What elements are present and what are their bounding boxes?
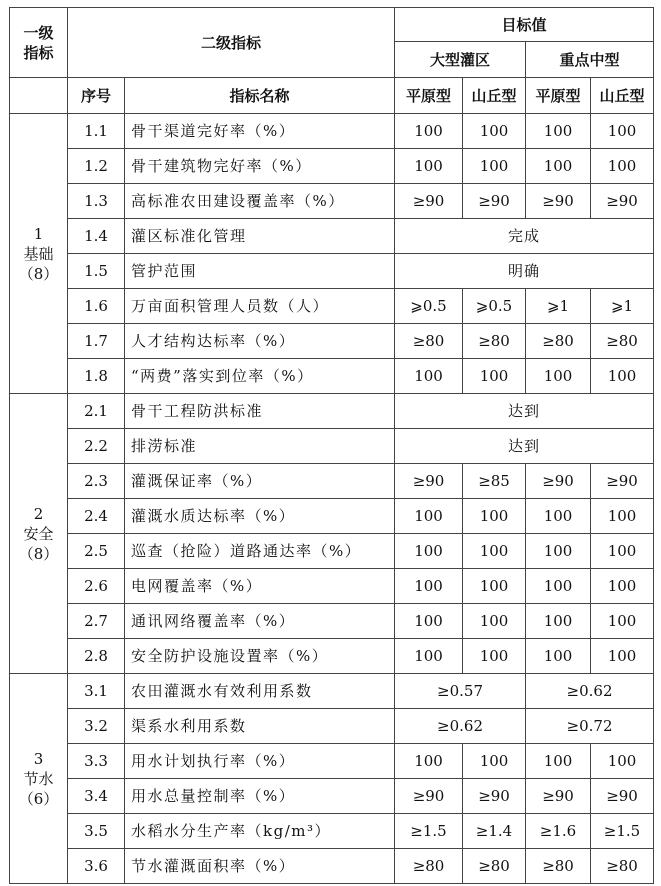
row-medium-plain-value: 100 — [526, 114, 591, 149]
row-name: 万亩面积管理人员数（人） — [125, 289, 395, 324]
row-large-plain-value: ≥80 — [395, 849, 463, 884]
row-medium-plain-value: 100 — [526, 499, 591, 534]
table-row — [10, 149, 654, 184]
row-medium-hill-value: ≥80 — [591, 324, 654, 359]
row-seq: 1.1 — [68, 114, 125, 149]
table-row — [10, 464, 654, 499]
row-medium-hill-value: ≥80 — [591, 849, 654, 884]
row-medium-hill-value: 100 — [591, 639, 654, 674]
row-large-hill-value: ≥85 — [463, 464, 526, 499]
row-large-hill-value: 100 — [463, 534, 526, 569]
row-name: 灌溉保证率（%） — [125, 464, 395, 499]
table-row — [10, 604, 654, 639]
row-name: 渠系水利用系数 — [125, 709, 395, 744]
table-row — [10, 359, 654, 394]
row-seq: 1.8 — [68, 359, 125, 394]
row-merged-value: 完成 — [395, 219, 654, 254]
row-seq: 3.1 — [68, 674, 125, 709]
table-row — [10, 674, 654, 709]
row-seq: 1.4 — [68, 219, 125, 254]
row-medium-plain-value: 100 — [526, 359, 591, 394]
table-row — [10, 569, 654, 604]
row-name: 通讯网络覆盖率（%） — [125, 604, 395, 639]
row-medium-hill-value: 100 — [591, 149, 654, 184]
row-medium-hill-value: ≥90 — [591, 779, 654, 814]
header-name: 指标名称 — [125, 78, 395, 114]
row-seq: 3.3 — [68, 744, 125, 779]
table-row — [10, 499, 654, 534]
row-merged-value: 明确 — [395, 254, 654, 289]
row-medium-hill-value: ≥90 — [591, 184, 654, 219]
row-medium-hill-value: ⩾1 — [591, 289, 654, 324]
row-medium-plain-value: 100 — [526, 639, 591, 674]
row-large-hill-value: ⩾0.5 — [463, 289, 526, 324]
row-medium-plain-value: ≥80 — [526, 324, 591, 359]
row-large-plain-value: 100 — [395, 534, 463, 569]
header-large-plain: 平原型 — [395, 78, 463, 114]
row-medium-hill-value: ≥1.5 — [591, 814, 654, 849]
header-level1-line1: 一级 — [23, 23, 54, 42]
row-seq: 3.4 — [68, 779, 125, 814]
row-name: 农田灌溉水有效利用系数 — [125, 674, 395, 709]
row-large-value: ≥0.62 — [395, 709, 526, 744]
row-name: 灌溉水质达标率（%） — [125, 499, 395, 534]
row-medium-plain-value: ⩾1 — [526, 289, 591, 324]
row-name: 人才结构达标率（%） — [125, 324, 395, 359]
row-large-hill-value: ≥1.4 — [463, 814, 526, 849]
row-medium-value: ≥0.72 — [526, 709, 654, 744]
row-seq: 2.2 — [68, 429, 125, 464]
row-seq: 3.2 — [68, 709, 125, 744]
row-large-plain-value: ≥90 — [395, 779, 463, 814]
row-seq: 1.6 — [68, 289, 125, 324]
row-medium-hill-value: 100 — [591, 569, 654, 604]
group-score: （8） — [18, 544, 59, 563]
table-row — [10, 779, 654, 814]
row-name: 巡查（抢险）道路通达率（%） — [125, 534, 395, 569]
group-label — [10, 114, 68, 394]
row-name: 管护范围 — [125, 254, 395, 289]
row-name: 排涝标准 — [125, 429, 395, 464]
row-medium-hill-value: 100 — [591, 114, 654, 149]
row-large-hill-value: 100 — [463, 114, 526, 149]
row-large-plain-value: 100 — [395, 639, 463, 674]
row-name: 安全防护设施设置率（%） — [125, 639, 395, 674]
row-large-hill-value: 100 — [463, 569, 526, 604]
row-large-hill-value: ≥80 — [463, 324, 526, 359]
row-large-hill-value: ≥90 — [463, 184, 526, 219]
row-name: 电网覆盖率（%） — [125, 569, 395, 604]
group-name: 基础 — [23, 244, 54, 263]
table-row — [10, 639, 654, 674]
header-key-medium: 重点中型 — [526, 42, 654, 78]
group-num: 1 — [33, 224, 44, 243]
row-large-value: ≥0.57 — [395, 674, 526, 709]
row-medium-hill-value: ≥90 — [591, 464, 654, 499]
indicator-table — [9, 7, 654, 884]
header-large-irrigation: 大型灌区 — [395, 42, 526, 78]
table-row — [10, 324, 654, 359]
header-medium-plain: 平原型 — [526, 78, 591, 114]
table-row — [10, 219, 654, 254]
row-large-plain-value: ≥1.5 — [395, 814, 463, 849]
table-row — [10, 534, 654, 569]
row-medium-plain-value: ≥90 — [526, 184, 591, 219]
row-large-plain-value: ⩾0.5 — [395, 289, 463, 324]
row-seq: 2.6 — [68, 569, 125, 604]
table-row — [10, 429, 654, 464]
row-name: 骨干渠道完好率（%） — [125, 114, 395, 149]
row-seq: 1.7 — [68, 324, 125, 359]
header-level2: 二级指标 — [68, 8, 395, 78]
header-target: 目标值 — [395, 8, 654, 42]
row-medium-hill-value: 100 — [591, 499, 654, 534]
header-level1 — [10, 8, 68, 78]
group-num: 2 — [33, 504, 44, 523]
row-seq: 2.8 — [68, 639, 125, 674]
row-name: 骨干建筑物完好率（%） — [125, 149, 395, 184]
row-name: 灌区标准化管理 — [125, 219, 395, 254]
header-seq: 序号 — [68, 78, 125, 114]
group-score: （6） — [18, 789, 59, 808]
row-name: 用水总量控制率（%） — [125, 779, 395, 814]
row-medium-plain-value: ≥90 — [526, 779, 591, 814]
row-large-plain-value: 100 — [395, 114, 463, 149]
row-medium-plain-value: 100 — [526, 569, 591, 604]
row-medium-plain-value: 100 — [526, 534, 591, 569]
row-medium-plain-value: 100 — [526, 744, 591, 779]
row-large-plain-value: 100 — [395, 604, 463, 639]
row-medium-hill-value: 100 — [591, 604, 654, 639]
table-row — [10, 849, 654, 884]
row-large-hill-value: 100 — [463, 744, 526, 779]
row-large-plain-value: ≥90 — [395, 464, 463, 499]
group-num: 3 — [33, 749, 44, 768]
table-row — [10, 394, 654, 429]
row-seq: 2.7 — [68, 604, 125, 639]
table-row — [10, 289, 654, 324]
row-seq: 3.6 — [68, 849, 125, 884]
header-medium-hill: 山丘型 — [591, 78, 654, 114]
row-large-hill-value: ≥80 — [463, 849, 526, 884]
row-large-plain-value: ≥90 — [395, 184, 463, 219]
row-name: 骨干工程防洪标准 — [125, 394, 395, 429]
table-row — [10, 709, 654, 744]
row-seq: 2.5 — [68, 534, 125, 569]
row-medium-hill-value: 100 — [591, 744, 654, 779]
row-large-plain-value: 100 — [395, 744, 463, 779]
group-label — [10, 394, 68, 674]
row-large-plain-value: 100 — [395, 569, 463, 604]
row-large-plain-value: 100 — [395, 499, 463, 534]
row-seq: 2.1 — [68, 394, 125, 429]
row-name: “两费”落实到位率（%） — [125, 359, 395, 394]
group-score: （8） — [18, 264, 59, 283]
row-seq: 2.3 — [68, 464, 125, 499]
row-large-hill-value: 100 — [463, 639, 526, 674]
row-name: 水稻水分生产率（kg/m³） — [125, 814, 395, 849]
row-name: 高标准农田建设覆盖率（%） — [125, 184, 395, 219]
row-medium-plain-value: 100 — [526, 149, 591, 184]
row-seq: 1.3 — [68, 184, 125, 219]
table-header — [10, 8, 654, 114]
header-blank — [10, 78, 68, 114]
row-large-plain-value: ≥80 — [395, 324, 463, 359]
group-name: 节水 — [23, 769, 54, 788]
row-large-hill-value: 100 — [463, 499, 526, 534]
row-name: 节水灌溉面积率（%） — [125, 849, 395, 884]
row-merged-value: 达到 — [395, 429, 654, 464]
row-seq: 2.4 — [68, 499, 125, 534]
table-row — [10, 254, 654, 289]
row-large-plain-value: 100 — [395, 359, 463, 394]
row-medium-plain-value: ≥1.6 — [526, 814, 591, 849]
row-medium-hill-value: 100 — [591, 534, 654, 569]
row-seq: 1.2 — [68, 149, 125, 184]
table-row — [10, 184, 654, 219]
table-row — [10, 744, 654, 779]
row-large-hill-value: ≥90 — [463, 779, 526, 814]
row-large-hill-value: 100 — [463, 604, 526, 639]
table-row — [10, 814, 654, 849]
row-seq: 3.5 — [68, 814, 125, 849]
row-medium-hill-value: 100 — [591, 359, 654, 394]
header-large-hill: 山丘型 — [463, 78, 526, 114]
table-row — [10, 114, 654, 149]
group-label — [10, 674, 68, 884]
row-merged-value: 达到 — [395, 394, 654, 429]
row-medium-plain-value: ≥90 — [526, 464, 591, 499]
row-large-hill-value: 100 — [463, 149, 526, 184]
row-medium-plain-value: 100 — [526, 604, 591, 639]
row-name: 用水计划执行率（%） — [125, 744, 395, 779]
row-medium-plain-value: ≥80 — [526, 849, 591, 884]
row-seq: 1.5 — [68, 254, 125, 289]
row-large-plain-value: 100 — [395, 149, 463, 184]
table-body — [10, 114, 654, 884]
row-medium-value: ≥0.62 — [526, 674, 654, 709]
row-large-hill-value: 100 — [463, 359, 526, 394]
header-level1-line2: 指标 — [23, 43, 54, 62]
group-name: 安全 — [23, 524, 54, 543]
